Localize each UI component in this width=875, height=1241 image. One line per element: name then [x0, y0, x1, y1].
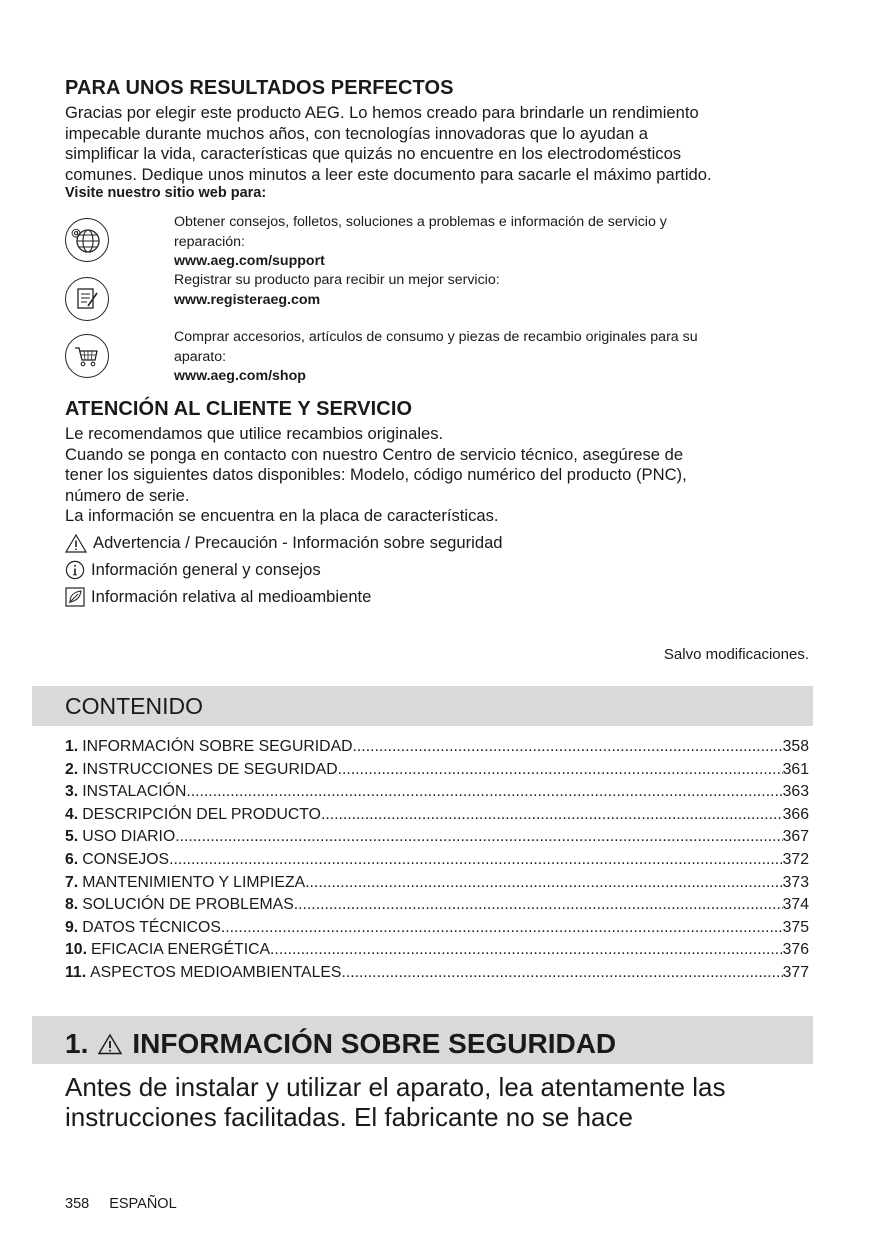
- legend-environment-text: Información relativa al medioambiente: [91, 587, 372, 606]
- toc-page: 361: [782, 760, 809, 778]
- visit-label: Visite nuestro sitio web para:: [65, 185, 267, 201]
- toc-page: 376: [782, 941, 809, 959]
- customer-line: Le recomendamos que utilice recambios originales.: [65, 424, 444, 443]
- toc-number: 3.: [65, 783, 79, 801]
- leaf-icon: [65, 587, 85, 607]
- subject-to-change-note: Salvo modificaciones.: [663, 646, 809, 663]
- support-text: [174, 213, 804, 272]
- toc-number: 9.: [65, 918, 79, 936]
- section1-intro-line: instrucciones facilitadas. El fabricante no se hace: [65, 1102, 633, 1132]
- page-number: 358: [65, 1196, 90, 1212]
- customer-line: número de serie.: [65, 485, 190, 505]
- customer-paragraph: [65, 424, 805, 527]
- customer-line: tener los siguientes datos disponibles: Modelo, código numérico del producto (PNC),: [65, 465, 687, 484]
- toc-page: 367: [782, 828, 809, 846]
- shopping-cart-icon: [65, 334, 109, 378]
- support-text-line: reparación:: [174, 233, 245, 250]
- toc-page: 372: [782, 850, 809, 868]
- toc-leader: [341, 962, 782, 985]
- results-paragraph: [65, 103, 805, 185]
- results-line: simplificar la vida, características que quizás no encuentre en los electrodomésticos: [65, 144, 682, 163]
- toc-leader: [169, 849, 783, 872]
- legend-info: [65, 560, 321, 580]
- info-icon: [65, 560, 85, 580]
- toc-leader: [270, 939, 783, 962]
- support-url-link[interactable]: www.aeg.com/support: [174, 253, 325, 269]
- toc-leader: [175, 826, 782, 849]
- toc-page: 366: [782, 805, 809, 823]
- shop-text-line: Comprar accesorios, artículos de consumo y piezas de recambio originales para su: [174, 329, 698, 345]
- results-heading: PARA UNOS RESULTADOS PERFECTOS: [65, 77, 454, 99]
- register-text: [174, 271, 804, 310]
- toc-page: 375: [782, 918, 809, 936]
- toc-label: USO DIARIO: [82, 828, 176, 846]
- section1-intro-line: Antes de instalar y utilizar el aparato, lea atentamente las: [65, 1072, 726, 1102]
- toc-number: 10.: [65, 941, 87, 959]
- toc-label: ASPECTOS MEDIOAMBIENTALES: [90, 963, 342, 981]
- section1-band: [32, 1016, 813, 1064]
- toc-item[interactable]: [65, 736, 809, 759]
- toc-leader: [353, 736, 783, 759]
- toc-number: 8.: [65, 896, 79, 914]
- toc-number: 1.: [65, 738, 79, 755]
- legend-info-text: Información general y consejos: [91, 560, 321, 579]
- toc-page: 358: [782, 738, 809, 755]
- toc-page: 363: [782, 783, 809, 801]
- section1-intro: [65, 1072, 825, 1132]
- toc-label: MANTENIMIENTO Y LIMPIEZA: [82, 873, 306, 891]
- toc-number: 6.: [65, 850, 79, 868]
- customer-line: La información se encuentra en la placa de características.: [65, 506, 499, 525]
- shop-text-line: aparato:: [174, 348, 227, 365]
- toc-item[interactable]: [65, 826, 809, 849]
- toc-number: 4.: [65, 805, 79, 823]
- register-url-link[interactable]: www.registeraeg.com: [174, 291, 321, 308]
- toc-page: 373: [782, 873, 809, 891]
- toc-leader: [186, 781, 782, 804]
- register-form-icon: [65, 277, 109, 321]
- toc-leader: [338, 759, 783, 782]
- toc-item[interactable]: [65, 962, 809, 985]
- toc-number: 11.: [65, 963, 87, 981]
- support-text-line: Obtener consejos, folletos, soluciones a problemas e información de servicio y: [174, 214, 667, 230]
- toc-item[interactable]: [65, 872, 809, 895]
- toc-leader: [294, 894, 783, 917]
- toc-leader: [305, 872, 782, 895]
- contents-band: [32, 686, 813, 726]
- toc-label: DATOS TÉCNICOS: [82, 918, 221, 936]
- toc-label: INFORMACIÓN SOBRE SEGURIDAD: [82, 738, 353, 755]
- legend-environment: [65, 587, 371, 607]
- shop-url-link[interactable]: www.aeg.com/shop: [174, 368, 306, 384]
- legend-warning: [65, 533, 503, 553]
- section1-number: 1.: [65, 1028, 89, 1059]
- toc-label: INSTALACIÓN: [82, 783, 187, 801]
- toc-page: 377: [782, 963, 809, 981]
- section1-heading: [65, 1028, 616, 1060]
- results-line: comunes. Dedique unos minutos a leer este documento para sacarle el máximo partido.: [65, 164, 712, 184]
- globe-icon: [65, 218, 109, 262]
- footer-language: ESPAÑOL: [109, 1196, 177, 1212]
- page-footer: [65, 1196, 177, 1212]
- table-of-contents: [65, 736, 809, 985]
- warning-triangle-icon: [98, 1033, 122, 1055]
- customer-heading: ATENCIÓN AL CLIENTE Y SERVICIO: [65, 398, 413, 420]
- contents-title: CONTENIDO: [65, 693, 203, 719]
- toc-item[interactable]: [65, 804, 809, 827]
- shop-text: [174, 328, 804, 387]
- svg-text:@: @: [71, 228, 81, 239]
- toc-label: INSTRUCCIONES DE SEGURIDAD: [82, 760, 338, 778]
- toc-label: DESCRIPCIÓN DEL PRODUCTO: [82, 805, 321, 823]
- results-line: impecable durante muchos años, con tecnologías innovadoras que lo ayudan a: [65, 123, 649, 143]
- toc-item[interactable]: [65, 894, 809, 917]
- toc-leader: [221, 917, 783, 940]
- toc-label: SOLUCIÓN DE PROBLEMAS: [82, 896, 294, 914]
- toc-number: 7.: [65, 873, 79, 891]
- legend-warning-text: Advertencia / Precaución - Información sobre seguridad: [93, 533, 503, 552]
- toc-number: 5.: [65, 828, 79, 846]
- warning-triangle-icon: [65, 533, 87, 553]
- toc-page: 374: [782, 896, 809, 914]
- results-line: Gracias por elegir este producto AEG. Lo hemos creado para brindarle un rendimiento: [65, 103, 699, 122]
- toc-item[interactable]: [65, 849, 809, 872]
- toc-leader: [321, 804, 783, 827]
- toc-item[interactable]: [65, 939, 809, 962]
- customer-line: Cuando se ponga en contacto con nuestro Centro de servicio técnico, asegúrese de: [65, 444, 684, 464]
- section1-title: INFORMACIÓN SOBRE SEGURIDAD: [132, 1028, 617, 1059]
- toc-item[interactable]: [65, 917, 809, 940]
- toc-label: CONSEJOS: [82, 850, 170, 868]
- toc-item[interactable]: [65, 781, 809, 804]
- toc-label: EFICACIA ENERGÉTICA: [90, 941, 271, 959]
- toc-number: 2.: [65, 760, 79, 778]
- register-text-line: Registrar su producto para recibir un mejor servicio:: [174, 272, 500, 288]
- toc-item[interactable]: [65, 759, 809, 782]
